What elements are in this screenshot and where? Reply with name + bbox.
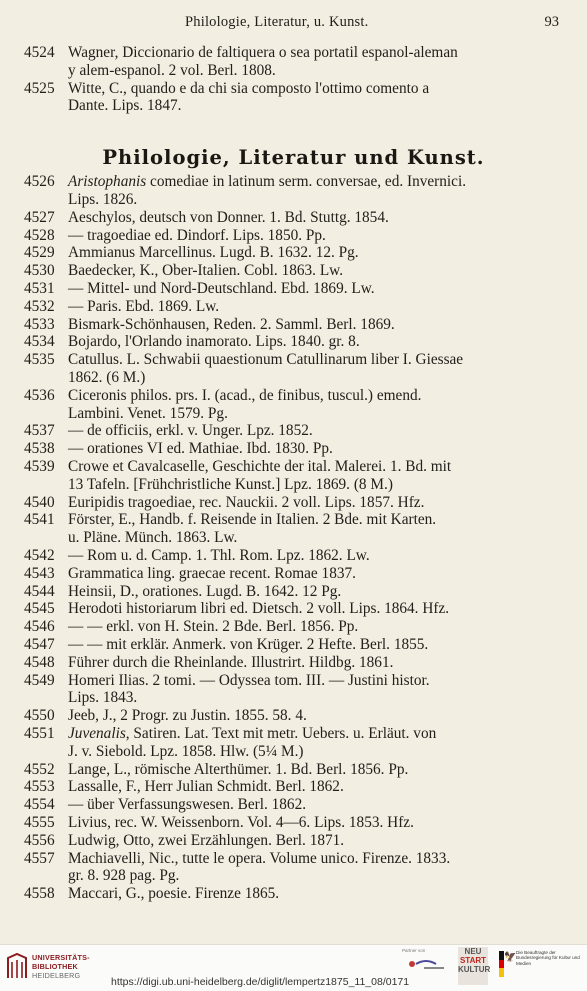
entry-number: 4528 <box>24 226 55 244</box>
entry-number: 4539 <box>24 458 55 475</box>
entry-text <box>68 850 568 868</box>
page-url-link[interactable]: https://digi.ub.uni-heidelberg.de/diglit/lempertz1875_11_08/0171 <box>111 976 410 988</box>
entry-number: 4552 <box>24 760 55 778</box>
entry-line-1: — de officiis, erkl. v. Unger. Lpz. 1852. <box>68 422 313 440</box>
entry-text <box>68 796 568 814</box>
entry-line-2: J. v. Siebold. Lpz. 1858. Hlw. (5¼ M.) <box>68 742 304 760</box>
entry-line-1: Ciceronis philos. prs. I. (acad., de finibus, tuscul.) emend. <box>68 386 422 404</box>
entry-line-2: gr. 8. 928 pag. Pg. <box>68 867 180 885</box>
partner-logo[interactable] <box>394 948 452 974</box>
entry-line-1: — Rom u. d. Camp. 1. Thl. Rom. Lpz. 1862. Lw. <box>68 547 370 564</box>
entry-text <box>68 600 568 618</box>
entry-line-1: Aeschylos, deutsch von Donner. 1. Bd. Stuttg. 1854. <box>68 208 389 226</box>
entry-text <box>68 547 568 565</box>
partner-label: Partner von <box>402 948 426 953</box>
entry-number: 4540 <box>24 493 55 511</box>
entry-line-1: Heinsii, D., orationes. Lugd. B. 1642. 12 Pg. <box>68 582 342 600</box>
entry-number: 4541 <box>24 511 55 529</box>
entry-line-2: 1862. (6 M.) <box>68 368 146 386</box>
entry-line-1: Jeeb, J., 2 Progr. zu Justin. 1855. 58. 4. <box>68 707 307 725</box>
entry-line-1: Führer durch die Rheinlande. Illustrirt. Hildbg. 1861. <box>68 653 394 671</box>
entry-number: 4544 <box>24 582 55 600</box>
entry-line-1: Grammatica ling. graecae recent. Romae 1837. <box>68 564 356 582</box>
entry-line-1: Homeri Ilias. 2 tomi. — Odyssea tom. III. — Justini histor. <box>68 671 430 689</box>
entry-number: 4526 <box>24 173 55 191</box>
entry-text <box>68 351 568 369</box>
entry-text <box>68 298 568 316</box>
entry-text <box>68 654 568 672</box>
entry-text <box>68 832 568 850</box>
entry-text <box>68 494 568 512</box>
entry-number: 4550 <box>24 707 55 725</box>
entry-number: 4545 <box>24 600 55 618</box>
entry-number: 4548 <box>24 653 55 671</box>
entry-line-1: Witte, C., quando e da chi sia composto l'ottimo comento a <box>68 79 430 97</box>
entry-line-1: — Mittel- und Nord-Deutschland. Ebd. 1869. Lw. <box>68 280 375 297</box>
entry-text <box>68 672 568 690</box>
partner-emblem-icon <box>394 954 452 974</box>
entry-number: 4532 <box>24 297 55 315</box>
entry-line-1: Lassalle, F., Herr Julian Schmidt. Berl. 1862. <box>68 778 344 796</box>
entry-line-1: Lange, L., römische Alterthümer. 1. Bd. Berl. 1856. Pp. <box>68 760 409 778</box>
entry-text <box>68 387 568 405</box>
running-head: Philologie, Literatur, u. Kunst. <box>185 14 369 30</box>
entry-line-2: u. Pläne. Münch. 1863. Lw. <box>68 529 238 547</box>
entry-number: 4558 <box>24 885 55 903</box>
entry-line-1: — — mit erklär. Anmerk. von Krüger. 2 Hefte. Berl. 1855. <box>68 636 429 653</box>
entry-text <box>68 173 568 191</box>
neustart-line-2: START <box>459 956 487 965</box>
neustart-line-3: KULTUR <box>458 965 491 974</box>
entry-number: 4535 <box>24 351 55 369</box>
neustart-line-1: NEU <box>464 947 482 956</box>
logo-line-2: BIBLIOTHEK <box>32 962 78 971</box>
entry-text <box>68 565 568 583</box>
entry-number: 4533 <box>24 315 55 333</box>
entry-line-1: — tragoediae ed. Dindorf. Lips. 1850. Pp. <box>68 226 326 244</box>
entry-number: 4557 <box>24 849 55 867</box>
bkm-text: Die Beauftragte der Bundesregierung für Kultur und Medien <box>516 950 580 966</box>
entry-text <box>68 209 568 227</box>
entry-line-1: comediae in latinum serm. conversae, ed. Invernici. <box>146 173 467 191</box>
entry-line-1: Machiavelli, Nic., tutte le opera. Volume unico. Firenze. 1833. <box>68 849 451 867</box>
entry-text <box>68 244 568 262</box>
entry-line-1: — über Verfassungswesen. Berl. 1862. <box>68 796 307 814</box>
entry-text <box>68 316 568 334</box>
entry-number: 4553 <box>24 778 55 796</box>
entry-text <box>68 262 568 280</box>
entry-number: 4524 <box>24 44 55 61</box>
entry-italic-author: Juvenalis <box>68 725 126 742</box>
entry-line-1: Bismark-Schönhausen, Reden. 2. Samml. Berl. 1869. <box>68 315 395 333</box>
entry-line-2: Lambini. Venet. 1579. Pg. <box>68 404 228 422</box>
entry-number: 4543 <box>24 564 55 582</box>
entry-text <box>68 458 568 476</box>
entry-number: 4551 <box>24 725 55 742</box>
logo-line-1: UNIVERSITÄTS- <box>32 953 90 962</box>
entry-text <box>68 761 568 779</box>
entry-line-1: Catullus. L. Schwabii quaestionum Catullinarum liber I. Giessae <box>68 351 464 369</box>
entry-italic-author: Aristophanis <box>68 173 147 191</box>
entry-line-2: y alem-espanol. 2 vol. Berl. 1808. <box>68 61 276 79</box>
entry-line-1: , Satiren. Lat. Text mit metr. Uebers. u. Erläut. von <box>125 725 437 742</box>
entry-number: 4538 <box>24 440 55 458</box>
entry-line-2: Dante. Lips. 1847. <box>68 97 182 115</box>
entry-number: 4537 <box>24 422 55 440</box>
entry-line-1: — — erkl. von H. Stein. 2 Bde. Berl. 1856. Pp. <box>68 618 359 636</box>
entry-line-2: Lips. 1843. <box>68 689 138 707</box>
federal-eagle-icon: 🦅 <box>504 952 517 963</box>
entry-line-1: Wagner, Diccionario de faltiquera o sea portatil espanol-aleman <box>68 44 458 61</box>
logo-line-3: HEIDELBERG <box>32 971 81 980</box>
viewer-footer <box>0 944 587 991</box>
entry-number: 4542 <box>24 547 55 564</box>
entry-line-2: 13 Tafeln. [Frühchristliche Kunst.] Lpz. 1869. (8 M.) <box>68 475 393 493</box>
entry-number: 4554 <box>24 796 55 814</box>
entry-number: 4536 <box>24 386 55 404</box>
entry-text <box>68 778 568 796</box>
entry-line-1: Livius, rec. W. Weissenborn. Vol. 4—6. Lips. 1853. Hfz. <box>68 814 414 831</box>
bkm-logo[interactable] <box>499 947 583 985</box>
entry-text <box>68 440 568 458</box>
entry-line-1: Bojardo, l'Orlando inamorato. Lips. 1840. gr. 8. <box>68 333 360 351</box>
entry-text <box>68 80 568 98</box>
library-logo-icon <box>6 952 28 980</box>
entry-number: 4531 <box>24 280 55 297</box>
entry-line-2: Lips. 1826. <box>68 190 138 208</box>
entry-text <box>68 636 568 654</box>
entry-line-1: Förster, E., Handb. f. Reisende in Italien. 2 Bde. mit Karten. <box>68 511 437 529</box>
entry-number: 4530 <box>24 262 55 280</box>
entry-text <box>68 583 568 601</box>
entry-text <box>68 618 568 636</box>
entry-number: 4556 <box>24 831 55 849</box>
entry-line-1: Ludwig, Otto, zwei Erzählungen. Berl. 1871. <box>68 831 345 849</box>
entry-text <box>68 44 568 62</box>
entry-line-1: Crowe et Cavalcaselle, Geschichte der ital. Malerei. 1. Bd. mit <box>68 458 452 475</box>
entry-number: 4534 <box>24 333 55 351</box>
entry-number: 4555 <box>24 814 55 831</box>
neustart-kultur-logo[interactable] <box>458 947 491 985</box>
section-heading: Philologie, Literatur und Kunst. <box>102 146 485 169</box>
entry-text <box>68 885 568 903</box>
entry-line-1: — orationes VI ed. Mathiae. Ibd. 1830. Pp. <box>68 440 333 458</box>
entry-number: 4527 <box>24 208 55 226</box>
entry-number: 4529 <box>24 244 55 262</box>
entry-number: 4525 <box>24 79 55 97</box>
entry-line-1: Maccari, G., poesie. Firenze 1865. <box>68 885 280 903</box>
entry-text <box>68 725 568 743</box>
entry-line-1: Baedecker, K., Ober-Italien. Cobl. 1863. Lw. <box>68 262 344 280</box>
entry-line-1: Euripidis tragoediae, rec. Nauckii. 2 voll. Lips. 1857. Hfz. <box>68 493 425 511</box>
entry-text <box>68 707 568 725</box>
entry-line-1: Herodoti historiarum libri ed. Dietsch. 2 voll. Lips. 1864. Hfz. <box>68 600 450 618</box>
entry-text <box>68 422 568 440</box>
entry-line-1: — Paris. Ebd. 1869. Lw. <box>68 297 220 315</box>
entry-line-1: Ammianus Marcellinus. Lugd. B. 1632. 12. Pg. <box>68 244 359 262</box>
entry-number: 4549 <box>24 671 55 689</box>
entry-text <box>68 814 568 832</box>
entry-text <box>68 511 568 529</box>
entry-text <box>68 333 568 351</box>
entry-text <box>68 280 568 298</box>
page-number: 93 <box>544 14 559 30</box>
entry-number: 4547 <box>24 636 55 653</box>
entry-number: 4546 <box>24 618 55 636</box>
entry-text <box>68 227 568 245</box>
